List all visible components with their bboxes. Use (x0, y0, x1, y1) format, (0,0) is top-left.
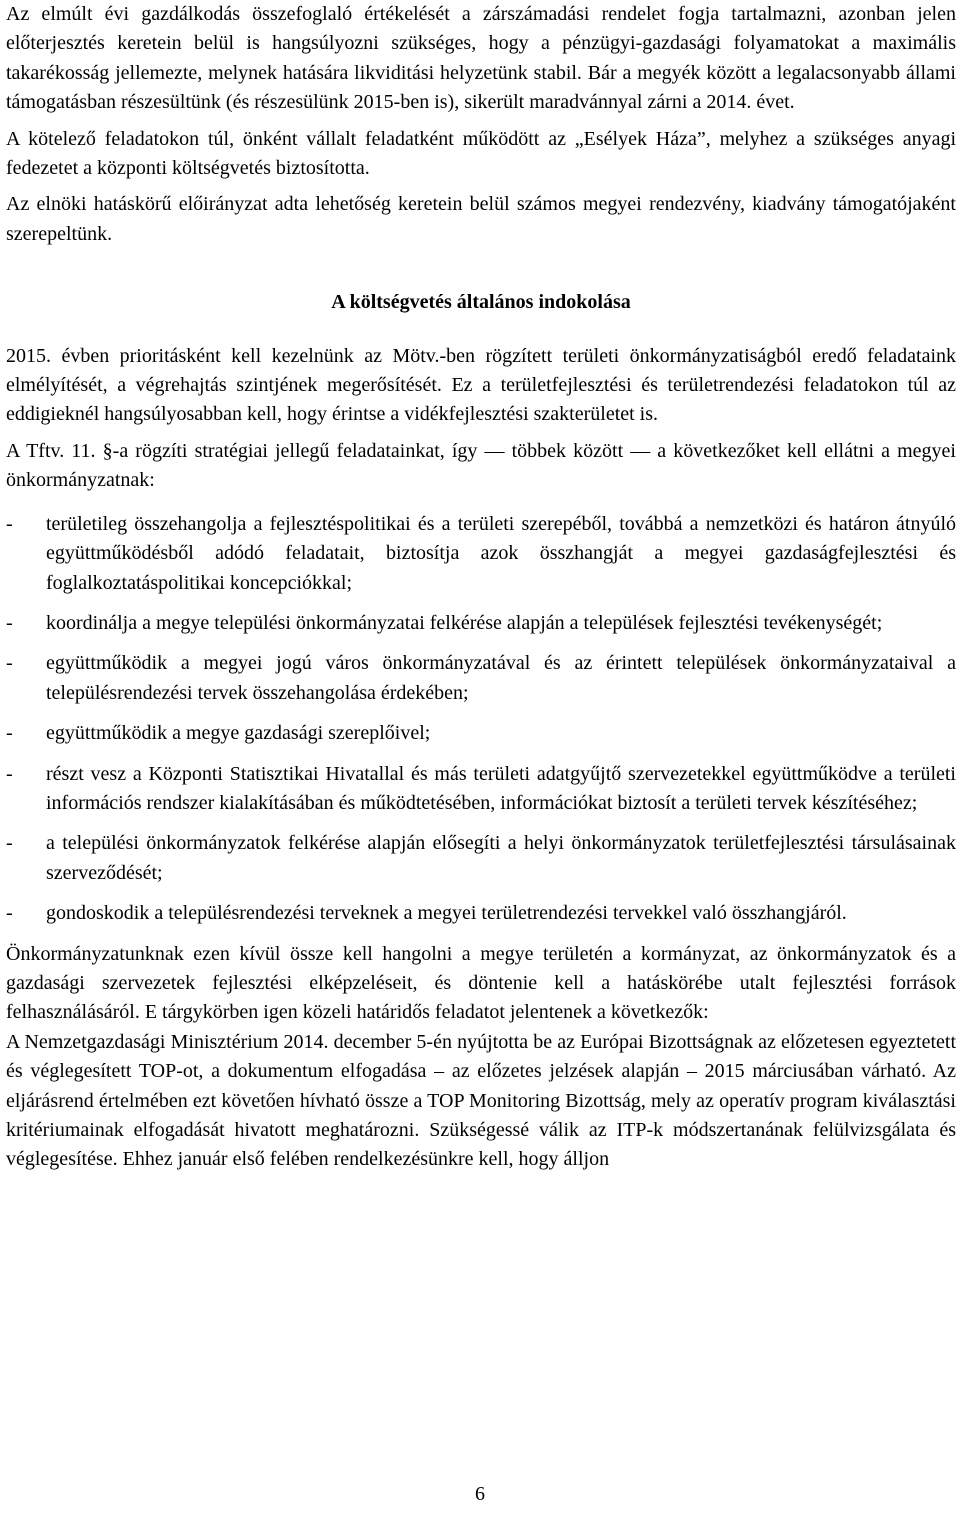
list-item (6, 649, 956, 708)
paragraph-elnoki-eloiranyzat: Az elnöki hatáskörű előirányzat adta lehetőség keretein belül számos megyei rendezvény, kiadvány támogatójaként szerepeltünk. (6, 193, 956, 245)
list-item (6, 510, 956, 598)
list-item-text: részt vesz a Központi Statisztikai Hivatallal és más területi adatgyűjtő szervezetekkel együttműködve a területi információs rendszer kialakításában és működtetésében, információkat biztosít a területi tervek készítéséhez; (46, 762, 956, 814)
paragraph-summary: Az elmúlt évi gazdálkodás összefoglaló értékelését a zárszámadási rendelet fogja tartalmazni, azonban jelen előterjesztés keretein belül is hangsúlyozni szükséges, hogy a pénzügyi-gazdasági folyamatokat a maximális takarékosság jellemezte, melynek hatására likviditási helyzetünk stabil. Bár a megyék között a legalacsonyabb állami támogatásban részesültünk (és részesülünk 2015-ben is), sikerült maradvánnyal zárni a 2014. évet. (6, 3, 956, 114)
list-item-text: gondoskodik a településrendezési terveknek a megyei területrendezési tervekkel való összhangjáról. (46, 902, 847, 925)
list-dash: - (6, 832, 13, 855)
list-item (6, 719, 956, 748)
list-item-text: együttműködik a megyei jogú város önkormányzatával és az érintett települések önkormányzataival a településrendezési tervek összehangolása érdekében; (46, 652, 956, 704)
section-heading: A költségvetés általános indokolása (331, 291, 631, 314)
paragraph-top-monitoring: A Nemzetgazdasági Minisztérium 2014. december 5-én nyújtotta be az Európai Bizottságnak az előzetesen egyeztetett és véglegesített TOP-ot, a dokumentum elfogadása – az előzetes jelzések alapján – 2015 márciusában várható. Az eljárásrend értelmében ezt követően hívható össze a TOP Monitoring Bizottság, mely az operatív program kiválasztási kritériumainak elfogadását hivatott meghatározni. Szükségessé válik az ITP-k módszertanának felülvizsgálata és véglegesítése. Ehhez január első felében rendelkezésünkre kell, hogy álljon (6, 1030, 956, 1171)
list-item-text: területileg összehangolja a fejlesztéspolitikai és a területi szerepéből, továbbá a nemzetközi és határon átnyúló együttműködésből adódó feladatait, biztosítja azok összhangját a megyei gazdaságfejlesztési és foglalkoztatáspolitikai koncepciókkal; (46, 512, 956, 594)
list-dash: - (6, 902, 13, 925)
list-dash: - (6, 611, 13, 634)
paragraph-tftv: A Tftv. 11. §-a rögzíti stratégiai jellegű feladatainkat, így — többek között — a következőket kell ellátni a megyei önkormányzatnak: (6, 439, 956, 492)
list-item-text: a települési önkormányzatok felkérése alapján elősegíti a helyi önkormányzatok területfejlesztési társulásainak szerveződését; (46, 832, 956, 884)
list-item-text: együttműködik a megye gazdasági szereplőivel; (46, 722, 431, 745)
task-list (6, 510, 956, 929)
list-item (6, 609, 956, 638)
paragraph-priorities: 2015. évben prioritásként kell kezelnünk az Mötv.-ben rögzített területi önkormányzatiságból eredő feladataink elmélyítését, a végrehajtás szintjének megerősítését. Ez a területfejlesztési és területrendezési feladatokon túl az eddigieknél hangsúlyosabban kell, hogy érintse a vidékfejlesztési szakterületet is. (6, 344, 956, 426)
page-number: 6 (475, 1483, 485, 1505)
list-item (6, 760, 956, 819)
list-dash: - (6, 722, 13, 745)
paragraph-coordination: Önkormányzatunknak ezen kívül össze kell hangolni a megye területén a kormányzat, az önkormányzatok és a gazdasági szervezetek fejlesztési elképzeléseit, és döntenie kell a hatáskörébe utalt fejlesztési források felhasználásáról. E tárgykörben igen közeli határidős feladatot jelentenek a következők: (6, 942, 956, 1024)
list-item (6, 829, 956, 888)
list-dash: - (6, 762, 13, 785)
list-dash: - (6, 512, 13, 535)
list-dash: - (6, 652, 13, 675)
paragraph-eselyek-haza: A kötelező feladatokon túl, önként vállalt feladatként működött az „Esélyek Háza”, melyhez a szükséges anyagi fedezetet a központi költségvetés biztosította. (6, 127, 956, 180)
list-item-text: koordinálja a megye települési önkormányzatai felkérése alapján a települések fejlesztési tevékenységét; (46, 611, 883, 634)
document-page (6, 0, 956, 1175)
list-item (6, 899, 956, 928)
